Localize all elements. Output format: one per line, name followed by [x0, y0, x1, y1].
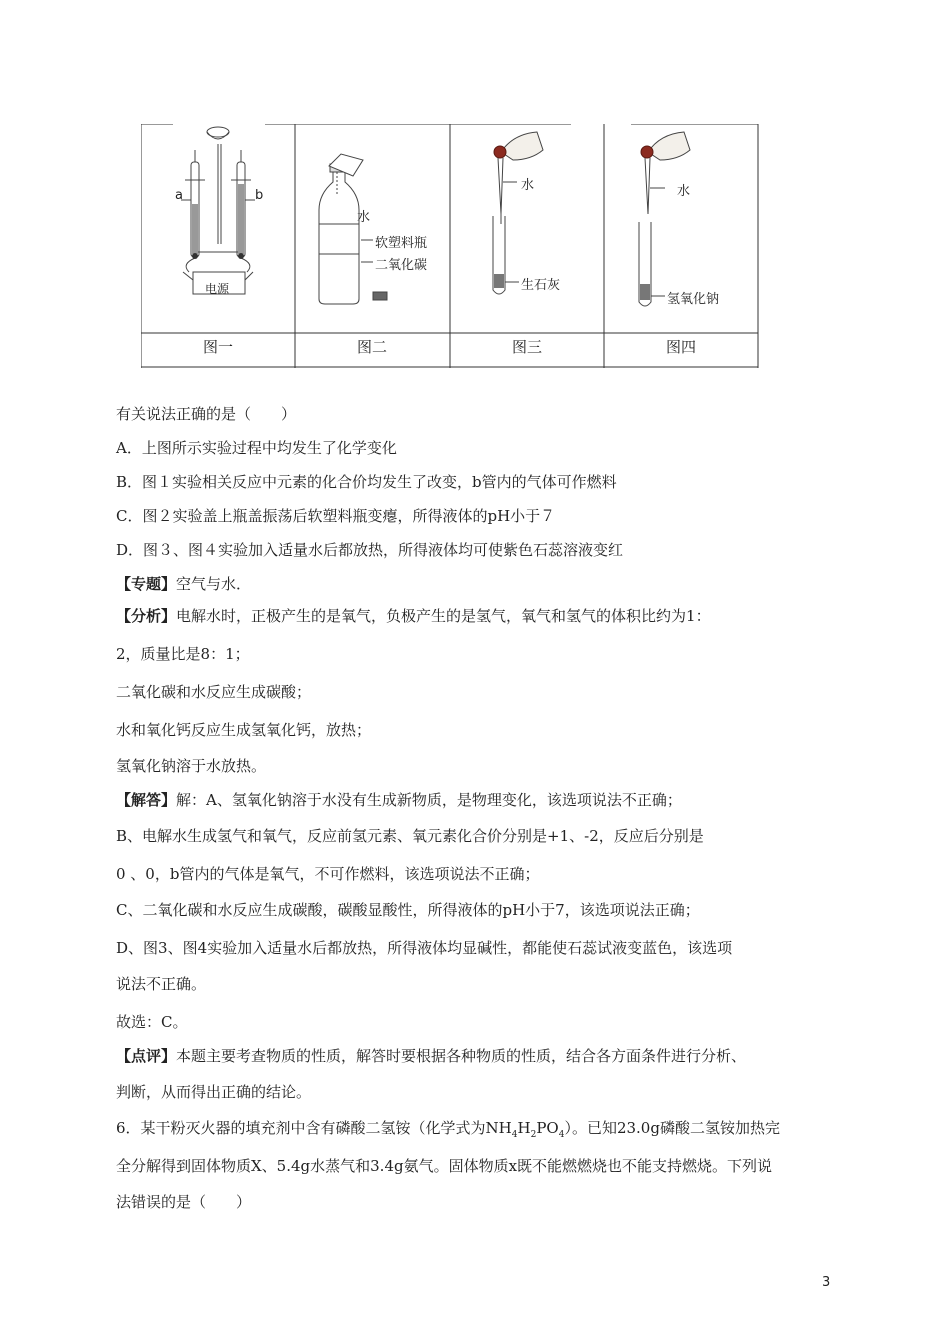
analysis-line-5: 氢氧化钠溶于水放热。 [116, 757, 267, 775]
comment-tag: 【点评】 [116, 1047, 177, 1065]
analysis-line-1 [116, 606, 711, 626]
answer-text-1: 解：A、氢氧化钠溶于水没有生成新物质，是物理变化，该选项说法不正确； [176, 791, 682, 809]
answer-tag: 【解答】 [116, 791, 177, 809]
caption-figure-2: 图二 [356, 338, 387, 356]
question-6-line-1 [116, 1118, 780, 1145]
analysis-tag: 【分析】 [116, 607, 177, 625]
quicklime-label: 生石灰 [521, 278, 561, 293]
topic-line [116, 574, 251, 594]
electrode-a-label: a [175, 188, 183, 203]
topic-tag: 【专题】 [116, 575, 177, 593]
option-a: A．上图所示实验过程中均发生了化学变化 [116, 439, 397, 457]
comment-line-1 [116, 1046, 746, 1066]
q6-text-c: PO [536, 1119, 559, 1137]
answer-line-3: 0 、0，b管内的气体是氧气，不可作燃料，该选项说法不正确； [116, 865, 540, 883]
option-d: D．图３、图４实验加入适量水后都放热，所得液体均可使紫色石蕊溶液变红 [116, 541, 624, 559]
question-6-line-2: 全分解得到固体物质X、5.4g水蒸气和3.4g氨气。固体物质x既不能燃燃烧也不能支持燃烧。下列说 [116, 1157, 773, 1175]
analysis-line-3: 二氧化碳和水反应生成碳酸； [116, 683, 312, 701]
topic-text: 空气与水． [176, 575, 252, 593]
power-source-label: 电源 [205, 282, 230, 296]
q6-sub-3: 4 [558, 1130, 565, 1140]
caption-figure-1: 图一 [202, 338, 233, 356]
caption-figure-3: 图三 [511, 338, 542, 356]
dropper-apparatus-3 [493, 132, 543, 294]
bottle-apparatus [319, 154, 387, 304]
electrode-b-label: b [255, 188, 264, 203]
question-stem: 有关说法正确的是（ ） [116, 405, 297, 423]
answer-line-6: 说法不正确。 [116, 975, 207, 993]
q6-text-a: 6．某干粉灭火器的填充剂中含有磷酸二氢铵（化学式为NH [116, 1119, 512, 1137]
answer-line-4: C、二氧化碳和水反应生成碳酸，碳酸显酸性，所得液体的pH小于7，该选项说法正确； [116, 901, 700, 919]
dropper-apparatus-4 [639, 132, 690, 306]
option-b: B．图１实验相关反应中元素的化合价均发生了改变，b管内的气体可作燃料 [116, 473, 617, 491]
analysis-line-2: 2，质量比是8：1； [116, 645, 250, 663]
figure-drawings [141, 124, 759, 368]
q6-sub-2: 2 [530, 1130, 537, 1140]
q6-text-d: ）。已知23.0g磷酸二氢铵加热完 [564, 1119, 780, 1137]
water-label-fig3: 水 [521, 178, 535, 193]
answer-line-7: 故选：C。 [116, 1013, 188, 1031]
analysis-line-4: 水和氧化钙反应生成氢氧化钙，放热； [116, 721, 372, 739]
analysis-text-1: 电解水时，正极产生的是氧气，负极产生的是氢气，氧气和氢气的体积比约为1： [176, 607, 711, 625]
sodium-hydroxide-label: 氢氧化钠 [667, 292, 720, 307]
answer-line-5: D、图3、图4实验加入适量水后都放热，所得液体均显碱性，都能使石蕊试液变蓝色，该选项 [116, 939, 733, 957]
experiment-figure-table [141, 124, 759, 368]
water-label-fig2: 水 [357, 210, 371, 225]
comment-line-2: 判断，从而得出正确的结论。 [116, 1083, 312, 1101]
q6-text-b: H [517, 1119, 531, 1137]
option-c: C．图２实验盖上瓶盖振荡后软塑料瓶变瘪，所得液体的pH小于７ [116, 507, 556, 525]
q6-sub-1: 4 [511, 1130, 518, 1140]
water-label-fig4: 水 [677, 184, 691, 199]
question-6-line-3: 法错误的是（ ） [116, 1193, 252, 1211]
answer-line-1 [116, 790, 682, 810]
caption-figure-4: 图四 [665, 338, 696, 356]
comment-text-1: 本题主要考查物质的性质，解答时要根据各种物质的性质，结合各方面条件进行分析、 [176, 1047, 747, 1065]
page-number: 3 [822, 1275, 831, 1290]
answer-line-2: B、电解水生成氢气和氧气，反应前氢元素、氧元素化合价分别是+1、-2，反应后分别是 [116, 827, 704, 845]
soft-bottle-label: 软塑料瓶 [375, 236, 428, 251]
carbon-dioxide-label: 二氧化碳 [375, 258, 428, 273]
